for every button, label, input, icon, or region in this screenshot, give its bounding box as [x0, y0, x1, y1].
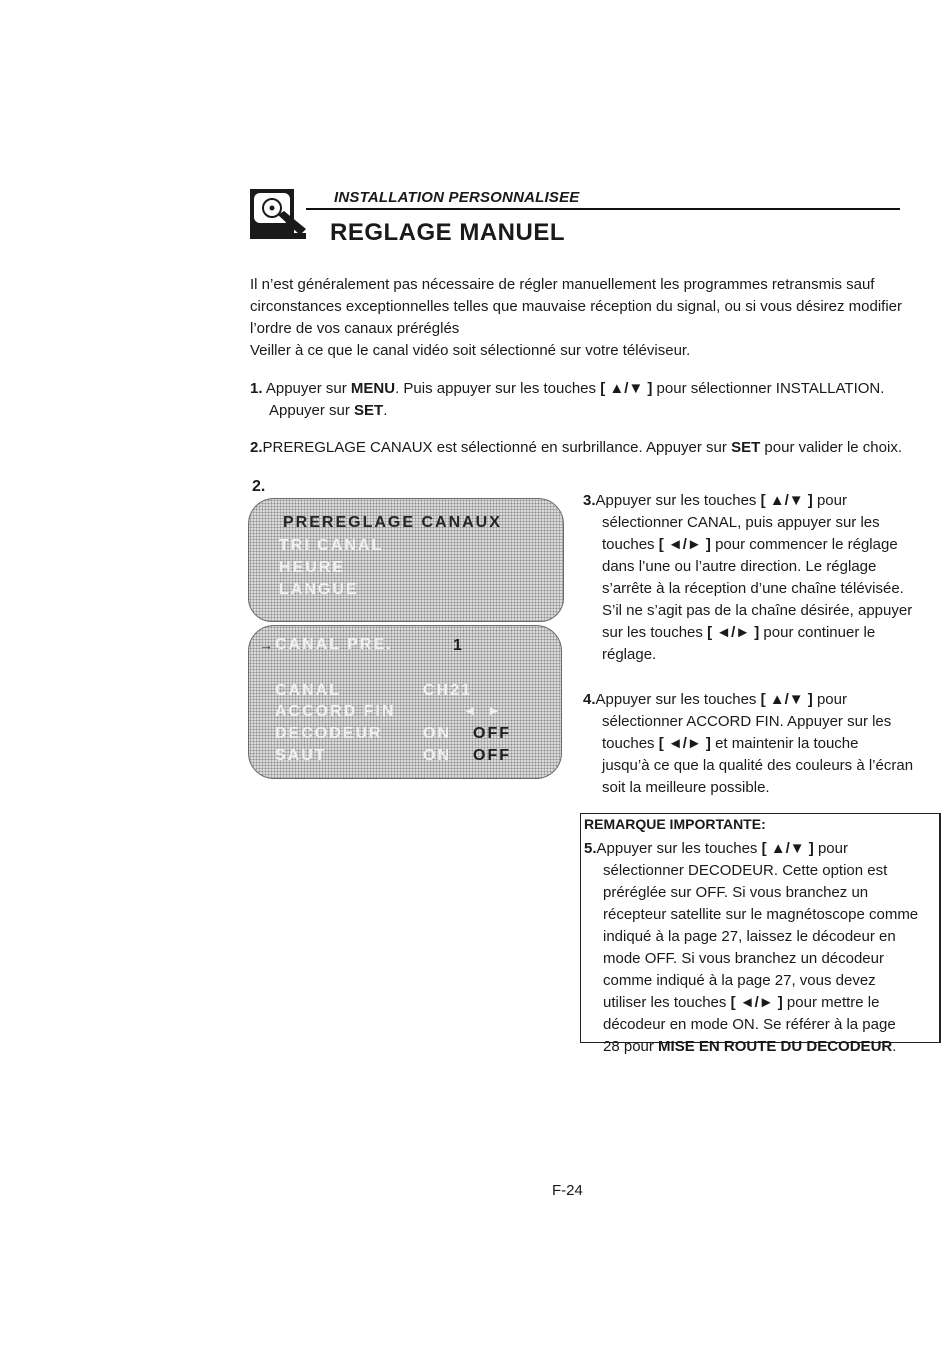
step-line: dans l’une ou l’autre direction. Le réglage [602, 558, 877, 575]
note-line: récepteur satellite sur le magnétoscope comme [603, 906, 919, 923]
key-set: SET [731, 439, 761, 456]
note-text: . [892, 1038, 897, 1055]
left-right-keys: [ ◄/► ] [707, 624, 760, 641]
step-line: soit la meilleure possible. [602, 779, 770, 796]
osd-menu-channel-settings [248, 625, 562, 779]
header-rule [306, 208, 900, 210]
osd-item-saut: SAUT [275, 747, 327, 764]
note-line: décodeur en mode ON. Se référer à la page [603, 1016, 896, 1033]
key-menu: MENU [350, 380, 396, 397]
page-number: F-24 [552, 1182, 583, 1199]
intro-line: circonstances exceptionnelles telles que mauvaise réception du signal, ou si vous désirez modifier [250, 298, 903, 315]
step-number: 5. [584, 840, 597, 857]
up-down-keys: [ ▲/▼ ] [600, 380, 653, 397]
osd-item-canal-pre: CANAL PRE. [275, 636, 393, 653]
osd-value-decodeur-off: OFF [473, 725, 511, 742]
step-text: . Puis appuyer sur les touches [395, 380, 601, 397]
step-text: pour valider le choix. [760, 439, 902, 456]
osd-menu-item: LANGUE [279, 581, 359, 598]
step-text: Appuyer sur [269, 402, 355, 419]
note-text: Appuyer sur les touches [596, 840, 762, 857]
note-line: comme indiqué à la page 27, vous devez [603, 972, 876, 989]
section-title: INSTALLATION PERSONNALISEE [334, 189, 580, 206]
step-text: Appuyer sur les touches [595, 691, 761, 708]
step-2 [250, 437, 940, 459]
osd-value-saut-off: OFF [473, 747, 511, 764]
step-text: PREREGLAGE CANAUX est sélectionné en surbrillance. Appuyer sur [262, 439, 732, 456]
osd-menu-preset-channels [248, 498, 564, 622]
osd-value-canal: CH21 [423, 682, 472, 699]
osd-menu-item: HEURE [279, 559, 346, 576]
up-down-keys: [ ▲/▼ ] [760, 691, 813, 708]
step-line: réglage. [602, 646, 657, 663]
intro-line: Veiller à ce que le canal vidéo soit sélectionné sur votre téléviseur. [250, 342, 691, 359]
osd-value-decodeur-on: ON [423, 725, 451, 742]
left-right-keys: [ ◄/► ] [730, 994, 783, 1011]
osd-item-canal: CANAL [275, 682, 341, 699]
step-text: . [383, 402, 388, 419]
key-set: SET [354, 402, 384, 419]
note-line: mode OFF. Si vous branchez un décodeur [603, 950, 884, 967]
note-line: préréglée sur OFF. Si vous branchez un [603, 884, 869, 901]
note-body [584, 838, 940, 1058]
osd-menu-item: TRI CANAL [279, 537, 384, 554]
note-title: REMARQUE IMPORTANTE: [584, 816, 766, 832]
osd-menu-title: PREREGLAGE CANAUX [283, 514, 502, 531]
note-text: utiliser les touches [603, 994, 731, 1011]
step-number: 3. [583, 492, 596, 509]
step-text: pour continuer le [759, 624, 876, 641]
step-text: sur les touches [602, 624, 708, 641]
step-text: et maintenir la touche [710, 735, 859, 752]
note-line: indiqué à la page 27, laissez le décodeur en [603, 928, 896, 945]
decoder-setup-reference: MISE EN ROUTE DU DECODEUR [658, 1038, 893, 1055]
step-text: touches [602, 735, 659, 752]
osd-item-accord-fin: ACCORD FIN [275, 703, 396, 720]
intro-line: Il n’est généralement pas nécessaire de régler manuellement les programmes retransmis sauf [250, 276, 875, 293]
step-4 [583, 689, 943, 799]
tv-screen-icon [250, 189, 306, 239]
step-number: 1. [250, 380, 263, 397]
note-line: sélectionner DECODEUR. Cette option est [603, 862, 888, 879]
left-right-keys: [ ◄/► ] [658, 735, 711, 752]
step-3 [583, 490, 943, 666]
important-note-box [580, 813, 941, 1055]
note-text: 28 pour [603, 1038, 659, 1055]
step-text: pour sélectionner INSTALLATION. [652, 380, 885, 397]
note-text: pour mettre le [782, 994, 880, 1011]
screen-label: 2. [252, 478, 266, 495]
step-line: sélectionner CANAL, puis appuyer sur les [602, 514, 880, 531]
step-line: s’arrête à la réception d’une chaîne télévisée. [602, 580, 904, 597]
step-text: touches [602, 536, 659, 553]
step-text: Appuyer sur les touches [595, 492, 761, 509]
intro-paragraph [250, 274, 940, 362]
step-text: Appuyer sur [262, 380, 351, 397]
left-right-keys: [ ◄/► ] [658, 536, 711, 553]
up-down-keys: [ ▲/▼ ] [760, 492, 813, 509]
step-line: S’il ne s’agit pas de la chaîne désirée, appuyer [602, 602, 913, 619]
osd-value-saut-on: ON [423, 747, 451, 764]
step-text: pour [812, 691, 847, 708]
step-number: 4. [583, 691, 596, 708]
step-text: pour commencer le réglage [710, 536, 898, 553]
note-text: pour [813, 840, 848, 857]
osd-value-accord-fin: ◄ ► [463, 703, 505, 718]
step-1 [250, 378, 940, 422]
osd-value-canal-pre: 1 [453, 637, 464, 654]
up-down-keys: [ ▲/▼ ] [761, 840, 814, 857]
step-text: pour [812, 492, 847, 509]
osd-item-decodeur: DECODEUR [275, 725, 383, 742]
intro-line: l’ordre de vos canaux préréglés [250, 320, 460, 337]
step-line: sélectionner ACCORD FIN. Appuyer sur les [602, 713, 892, 730]
page-title: REGLAGE MANUEL [330, 219, 565, 246]
pointer-arrow-icon: → [259, 637, 273, 653]
step-line: jusqu’à ce que la qualité des couleurs à l’écran [602, 757, 914, 774]
step-number: 2. [250, 439, 263, 456]
